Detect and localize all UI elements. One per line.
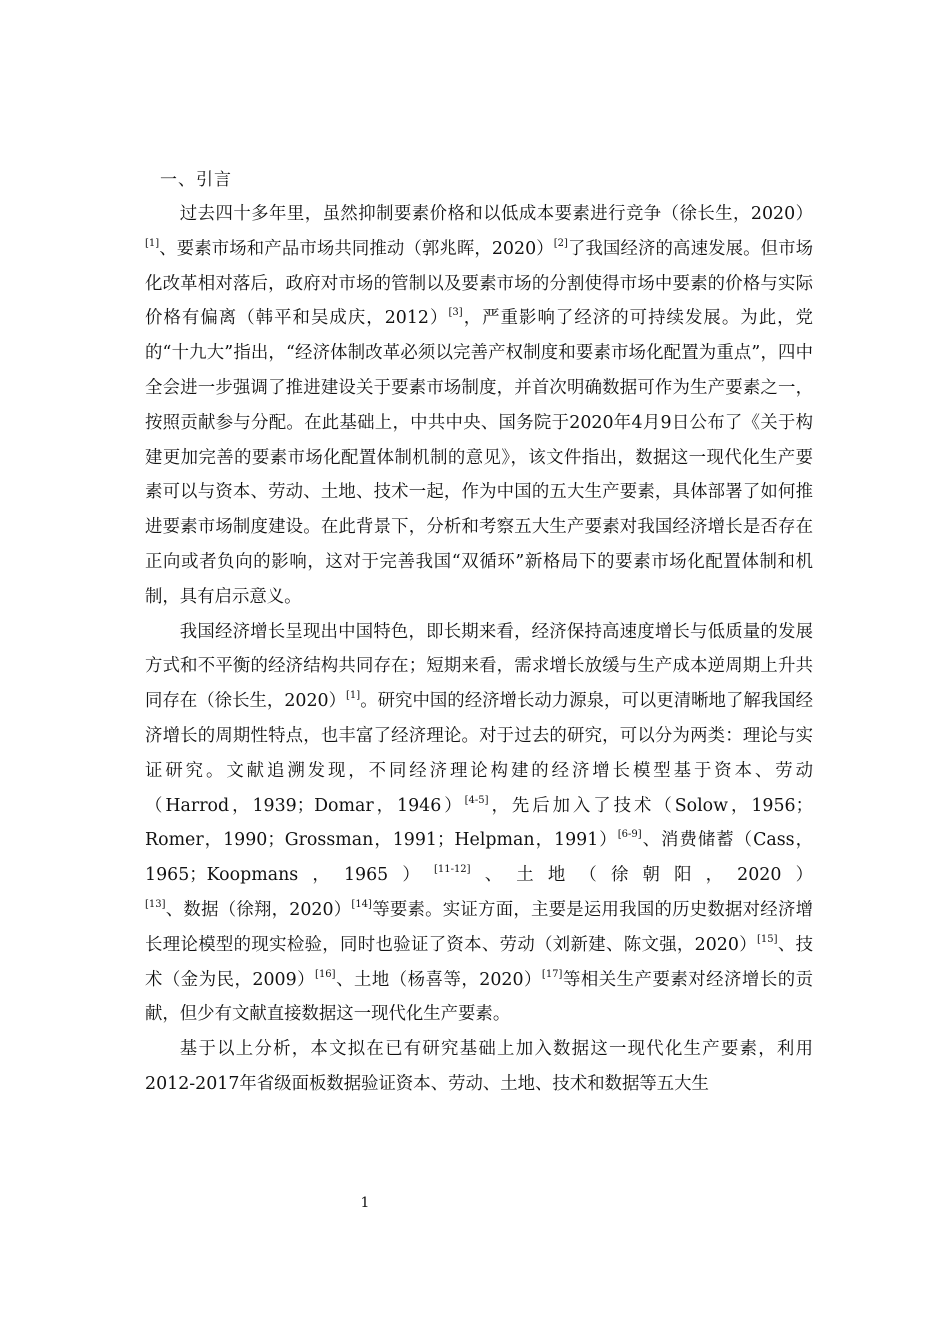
text-run: 、土地（徐朝阳，2020） [470,865,813,886]
text-run: 基于以上分析，本文拟在已有研究基础上加入数据这一现代化生产要素，利用2012-2017年省级面板数据验证资本、劳动、土地、技术和数据等五大生 [145,1039,813,1094]
citation-ref: [16] [315,968,336,980]
page-number: 1 [360,1195,370,1211]
paragraph-3 [145,1032,813,1102]
citation-ref: [4-5] [464,794,489,806]
text-run: 、技术（金为民，2009） [145,934,813,990]
citation-ref: [13] [145,898,166,910]
body-text [145,197,813,1102]
citation-ref: [14] [351,898,372,910]
section-heading: 一、引言 [160,170,232,190]
citation-ref: [11-12] [433,864,471,876]
citation-ref: [3] [448,307,463,319]
text-run: 。研究中国的经济增长动力源泉，可以更清晰地了解我国经济增长的周期性特点，也丰富了经济理论。对于过去的研究，可以分为两类：理论与实证研究。文献追溯发现，不同经济理论构建的经济增长模型基于资本、劳动（Harrod，1939；Domar，1946） [145,691,813,816]
text-run: 、土地（杨喜等，2020） [335,969,542,990]
text-run: ，先后加入了技术（Solow，1956；Romer，1990；Grossman，1991；Helpman，1991） [145,795,813,851]
paragraph-2 [145,615,813,1033]
text-run: 过去四十多年里，虽然抑制要素价格和以低成本要素进行竞争（徐长生，2020） [179,204,813,224]
text-run: 等要素。实证方面，主要是运用我国的历史数据对经济增长理论模型的现实检验，同时也验证了资本、劳动（刘新建、陈文强，2020） [145,899,813,955]
text-run: 等相关生产要素对经济增长的贡献，但少有文献直接数据这一现代化生产要素。 [145,969,813,1025]
text-run: 、要素市场和产品市场共同推动（郭兆晖，2020） [159,238,554,259]
citation-ref: [2] [553,237,568,249]
text-run: 了我国经济的高速发展。但市场化改革相对落后，政府对市场的管制以及要素市场的分割使得市场中要素的价格与实际价格有偏离（韩平和吴成庆，2012） [145,238,813,329]
citation-ref: [1] [145,237,160,249]
paragraph-1 [145,197,813,615]
citation-ref: [15] [757,933,778,945]
citation-ref: [1] [346,690,361,702]
text-run: 我国经济增长呈现出中国特色，即长期来看，经济保持高速度增长与低质量的发展方式和不平衡的经济结构共同存在；短期来看，需求增长放缓与生产成本逆周期上升共同存在（徐长生，2020） [145,621,813,712]
text-run: 、消费储蓄（Cass，1965；Koopmans，1965） [145,830,813,886]
text-run: ，严重影响了经济的可持续发展。为此，党的“十九大”指出，“经济体制改革必须以完善产权制度和要素市场化配置为重点”，四中全会进一步强调了推进建设关于要素市场制度，并首次明确数据可作为生产要素之一，按照贡献参与分配。在此基础上，中共中央、国务院于2020年4月9日公布了《关于构建更加完善的要素市场化配置体制机制的意见》，该文件指出，数据这一现代化生产要素可以与资本、劳动、土地、技术一起，作为中国的五大生产要素，具体部署了如何推进要素市场制度建设。在此背景下，分析和考察五大生产要素对我国经济增长是否存在正向或者负向的影响，这对于完善我国“双循环”新格局下的要素市场化配置体制和机制，具有启示意义。 [145,308,813,607]
text-run: 、数据（徐翔，2020） [165,899,352,920]
citation-ref: [17] [541,968,563,980]
citation-ref: [6-9] [617,829,642,841]
